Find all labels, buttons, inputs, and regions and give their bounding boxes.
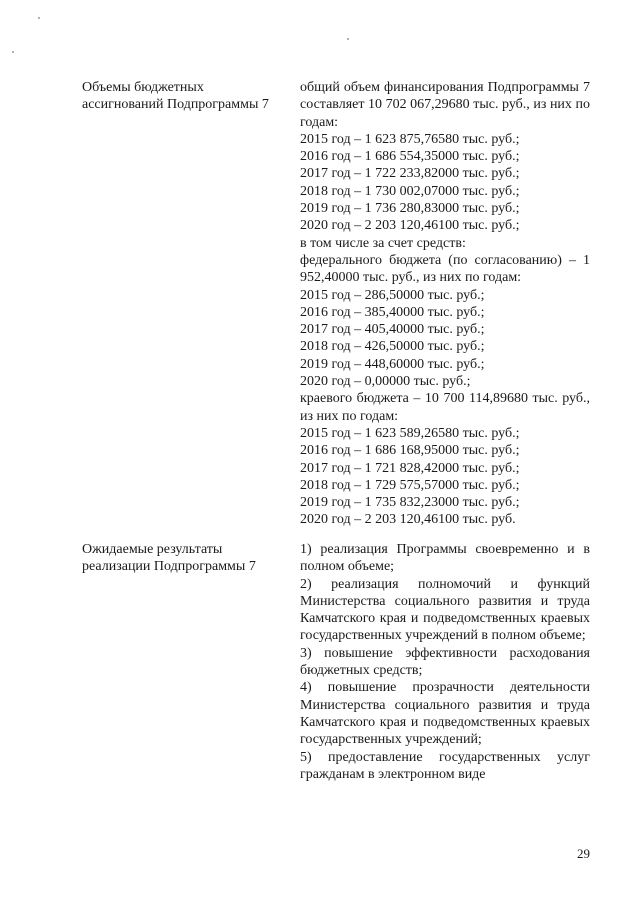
regional-year-line: 2019 год – 1 735 832,23000 тыс. руб.; <box>300 495 520 511</box>
total-year-line: 2020 год – 2 203 120,46100 тыс. руб.; <box>300 218 520 234</box>
federal-year-line: 2019 год – 448,60000 тыс. руб.; <box>300 356 485 372</box>
total-year-line: 2016 год – 1 686 554,35000 тыс. руб.; <box>300 149 520 165</box>
results-label: Ожидаемые результаты реализации Подпрограммы 7 <box>82 542 256 574</box>
result-item: 4) повышение прозрачности деятельности Министерства социального развития и труда Камчатского края и подведомственных краевых государственных учреждений; <box>300 680 590 748</box>
regional-year-line: 2016 год – 1 686 168,95000 тыс. руб.; <box>300 443 520 459</box>
page-number: 29 <box>577 846 590 861</box>
budget-content <box>300 79 590 529</box>
scan-speck <box>12 51 14 53</box>
result-item: 3) повышение эффективности расходования бюджетных средств; <box>300 645 590 679</box>
federal-year-line: 2018 год – 426,50000 тыс. руб.; <box>300 339 485 355</box>
federal-year-line: 2016 год – 385,40000 тыс. руб.; <box>300 304 485 320</box>
budget-intro: общий объем финансирования Подпрограммы 7 составляет 10 702 067,29680 тыс. руб., из них по годам: <box>300 80 590 130</box>
regional-year-line: 2020 год – 2 203 120,46100 тыс. руб. <box>300 512 516 528</box>
budget-label: Объемы бюджетных ассигнований Подпрограммы 7 <box>82 80 269 112</box>
federal-year-line: 2017 год – 405,40000 тыс. руб.; <box>300 322 485 338</box>
regional-year-line: 2015 год – 1 623 589,26580 тыс. руб.; <box>300 425 520 441</box>
regional-year-line: 2017 год – 1 721 828,42000 тыс. руб.; <box>300 460 520 476</box>
regional-intro: краевого бюджета – 10 700 114,89680 тыс. руб., из них по годам: <box>300 391 590 424</box>
total-year-line: 2019 год – 1 736 280,83000 тыс. руб.; <box>300 201 520 217</box>
scan-speck <box>347 38 349 40</box>
result-item: 2) реализация полномочий и функций Министерства социального развития и труда Камчатского края и подведомственных краевых государственных учреждений в полном объеме; <box>300 576 590 644</box>
total-year-line: 2017 год – 1 722 233,82000 тыс. руб.; <box>300 166 520 182</box>
total-year-line: 2018 год – 1 730 002,07000 тыс. руб.; <box>300 183 520 199</box>
total-year-line: 2015 год – 1 623 875,76580 тыс. руб.; <box>300 131 520 147</box>
federal-intro: федерального бюджета (по согласованию) – 1 952,40000 тыс. руб., из них по годам: <box>300 252 590 286</box>
federal-year-line: 2020 год – 0,00000 тыс. руб.; <box>300 374 471 390</box>
regional-year-line: 2018 год – 1 729 575,57000 тыс. руб.; <box>300 477 520 493</box>
including-heading: в том числе за счет средств: <box>300 235 466 251</box>
federal-year-line: 2015 год – 286,50000 тыс. руб.; <box>300 287 485 303</box>
scan-speck <box>38 17 40 19</box>
results-list <box>300 541 590 783</box>
result-item: 5) предоставление государственных услуг гражданам в электронном виде <box>300 749 590 782</box>
result-item: 1) реализация Программы своевременно и в полном объеме; <box>300 542 590 575</box>
